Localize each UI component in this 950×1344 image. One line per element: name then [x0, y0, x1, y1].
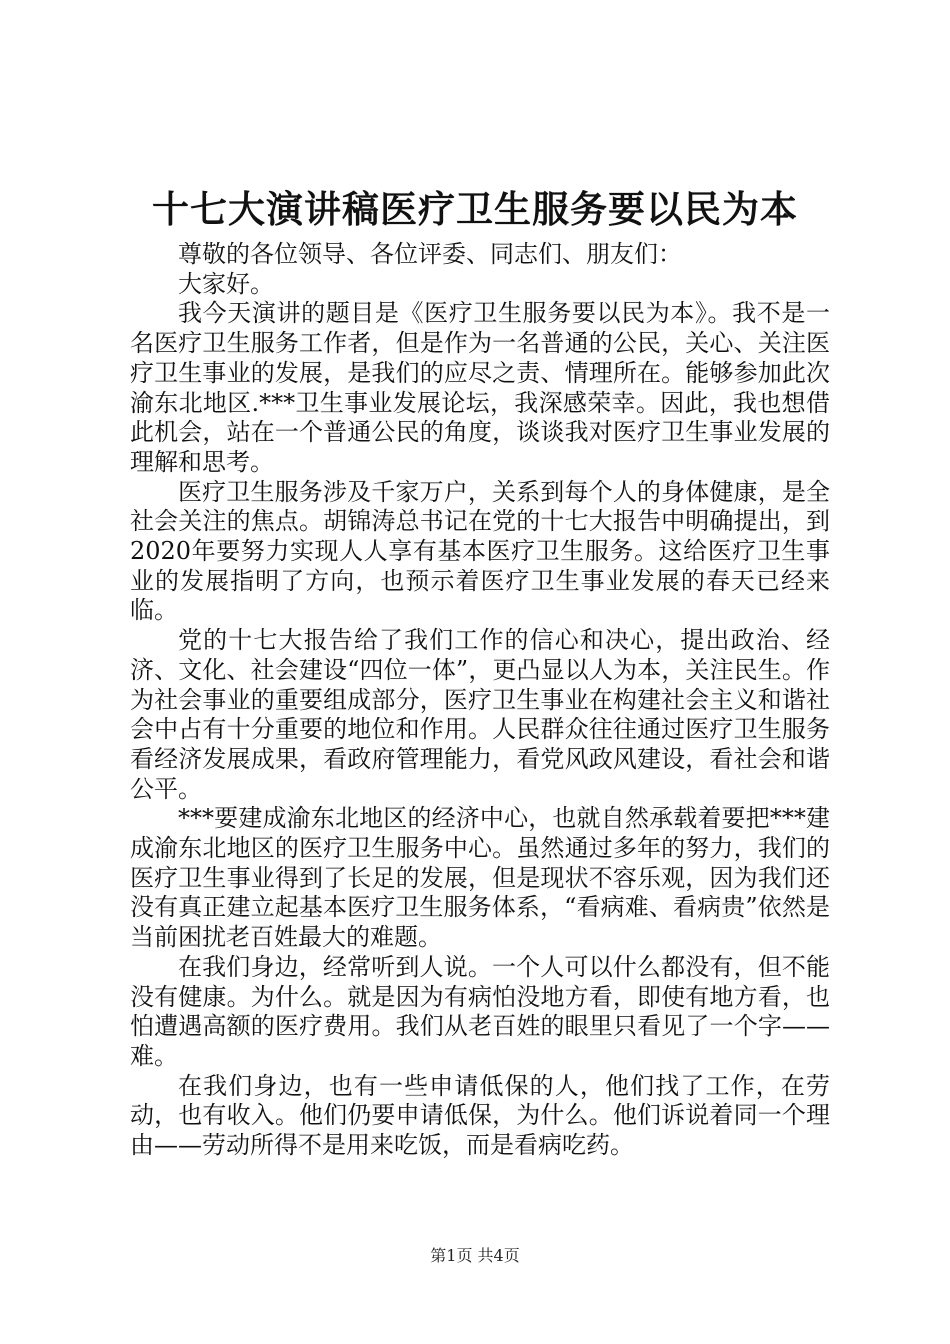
page-number-footer: 第1页 共4页 [430, 1246, 520, 1265]
body-paragraph: ***要建成渝东北地区的经济中心，也就自然承载着要把***建成渝东北地区的医疗卫生服务中心。虽然通过多年的努力，我们的医疗卫生事业得到了长足的发展，但是现状不容乐观，因为我们还没有真正建立起基本医疗卫生服务体系，“看病难、看病贵”依然是当前困扰老百姓最大的难题。 [130, 804, 830, 952]
salutation: 尊敬的各位领导、各位评委、同志们、朋友们： [178, 240, 682, 268]
body-paragraph: 党的十七大报告给了我们工作的信心和决心，提出政治、经济、文化、社会建设“四位一体”，更凸显以人为本，关注民生。作为社会事业的重要组成部分，医疗卫生事业在构建社会主义和谐社会中占有十分重要的地位和作用。人民群众往往通过医疗卫生服务看经济发展成果，看政府管理能力，看党风政风建设，看社会和谐公平。 [130, 626, 830, 803]
body-paragraph: 在我们身边，经常听到人说。一个人可以什么都没有，但不能没有健康。为什么。就是因为有病怕没地方看，即使有地方看，也怕遭遇高额的医疗费用。我们从老百姓的眼里只看见了一个字——难。 [130, 952, 830, 1070]
body-paragraph: 我今天演讲的题目是《医疗卫生服务要以民为本》。我不是一名医疗卫生服务工作者，但是作为一名普通的公民，关心、关注医疗卫生事业的发展，是我们的应尽之责、情理所在。能够参加此次渝东北地区.***卫生事业发展论坛，我深感荣幸。因此，我也想借此机会，站在一个普通公民的角度，谈谈我对医疗卫生事业发展的理解和思考。 [130, 299, 830, 476]
body-paragraph: 在我们身边，也有一些申请低保的人，他们找了工作，在劳动，也有收入。他们仍要申请低保，为什么。他们诉说着同一个理由——劳动所得不是用来吃饭，而是看病吃药。 [130, 1071, 830, 1160]
document-title: 十七大演讲稿医疗卫生服务要以民为本 [152, 187, 798, 231]
document-body [130, 240, 830, 1161]
body-paragraph: 医疗卫生服务涉及千家万户，关系到每个人的身体健康，是全社会关注的焦点。胡锦涛总书记在党的十七大报告中明确提出，到2020年要努力实现人人享有基本医疗卫生服务。这给医疗卫生事业的发展指明了方向，也预示着医疗卫生事业发展的春天已经来临。 [130, 477, 830, 625]
greeting: 大家好。 [178, 269, 274, 298]
